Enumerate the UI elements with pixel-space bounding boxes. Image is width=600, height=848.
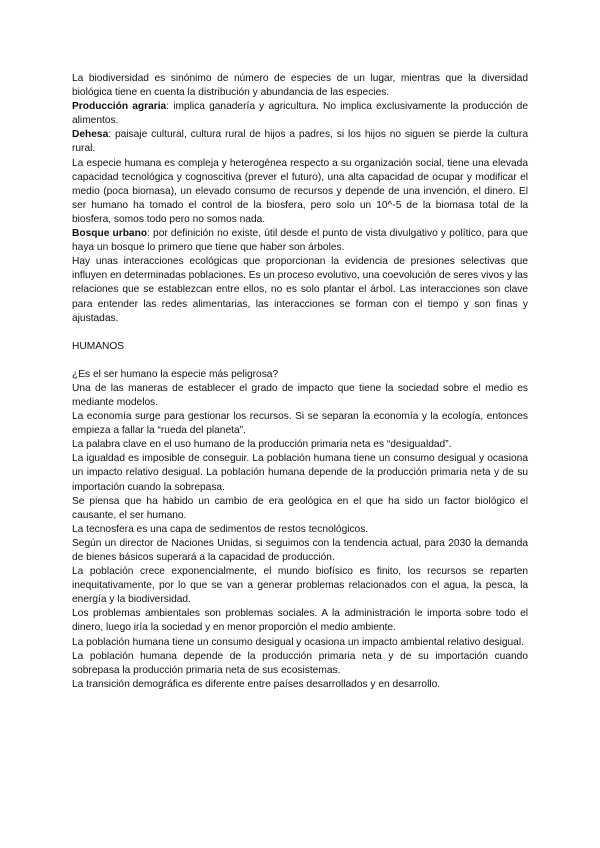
- paragraph: La igualdad es imposible de conseguir. La población humana tiene un consumo desigual y ocasiona un impacto relativo desigual. La población humana depende de la producción primaria neta y de su importación cuando la sobrepasa.: [72, 453, 528, 493]
- paragraph: Los problemas ambientales son problemas sociales. A la administración le importa sobre todo el dinero, luego iría la sociedad y en menor proporción el medio ambiente.: [72, 608, 528, 634]
- document-body: [72, 72, 528, 692]
- paragraph: Se piensa que ha habido un cambio de era geológica en el que ha sido un factor biológico el causante, el ser humano.: [72, 495, 528, 521]
- paragraph-biodiversidad: La biodiversidad es sinónimo de número de especies de un lugar, mientras que la diversidad biológica tiene en cuenta la distribución y abundancia de las especies.: [72, 73, 528, 99]
- term-dehesa: Dehesa: [72, 129, 109, 141]
- term-bosque-urbano: Bosque urbano: [72, 228, 148, 240]
- paragraph: Según un director de Naciones Unidas, si seguimos con la tendencia actual, para 2030 la demanda de bienes básicos superará a la capacidad de producción.: [72, 537, 528, 563]
- paragraph-interacciones: Hay unas interacciones ecológicas que proporcionan la evidencia de presiones selectivas que influyen en determinadas poblaciones. Es un proceso evolutivo, una coevolución de seres vivos y las relaciones que se establezcan entre ellos, no es solo plantar el árbol. Las interacciones son clave para entender las redes alimentarias, las interacciones se forman con el tiempo y son finas y ajustadas.: [72, 256, 528, 324]
- spacer: [72, 354, 528, 368]
- paragraph: La población humana tiene un consumo desigual y ocasiona un impacto ambiental relativo desigual.: [72, 636, 524, 648]
- definition-text: : por definición no existe, útil desde el punto de vista divulgativo y político, para que haya un bosque lo primero que tiene que haber son árboles.: [72, 228, 528, 254]
- definition-dehesa: [72, 128, 528, 156]
- definition-text: : implica ganadería y agricultura. No implica exclusivamente la producción de alimentos.: [72, 101, 528, 127]
- spacer: [72, 326, 528, 340]
- paragraph: La población crece exponencialmente, el mundo biofísico es finito, los recursos se reparten inequitativamente, por lo que se van a generar problemas relacionados con el agua, la pesca, la energía y la biodiversidad.: [72, 566, 528, 606]
- paragraph: La palabra clave en el uso humano de la producción primaria neta es “desigualdad”.: [72, 439, 452, 451]
- definition-produccion-agraria: [72, 100, 528, 128]
- paragraph: Una de las maneras de establecer el grado de impacto que tiene la sociedad sobre el medio es mediante modelos.: [72, 382, 528, 408]
- paragraph: La transición demográfica es diferente entre países desarrollados y en desarrollo.: [72, 678, 441, 690]
- paragraph: ¿Es el ser humano la especie más peligrosa?: [72, 368, 279, 380]
- paragraph-especie-humana: La especie humana es compleja y heterogénea respecto a su organización social, tiene una elevada capacidad tecnológica y cognoscitiva (prever el futuro), una alta capacidad de ocupar y modificar el medio (poca biomasa), un elevado consumo de recursos y depende de una invención, el dinero. El ser humano ha tomado el control de la biosfera, pero solo un 10^-5 de la biomasa total de la biosfera, somos todo pero no somos nada.: [72, 157, 528, 225]
- definition-text: : paisaje cultural, cultura rural de hijos a padres, si los hijos no siguen se pierde la cultura rural.: [72, 129, 528, 155]
- paragraph: La tecnosfera es una capa de sedimentos de restos tecnológicos.: [72, 523, 369, 535]
- definition-bosque-urbano: [72, 227, 528, 255]
- paragraph: La población humana depende de la producción primaria neta y de su importación cuando sobrepasa la producción primaria neta de sus ecosistemas.: [72, 650, 528, 676]
- paragraph: La economía surge para gestionar los recursos. Si se separan la economía y la ecología, entonces empieza a fallar la “rueda del planeta”.: [72, 411, 528, 437]
- term-produccion-agraria: Producción agraria: [72, 101, 167, 113]
- section-heading-humanos: HUMANOS: [72, 340, 125, 352]
